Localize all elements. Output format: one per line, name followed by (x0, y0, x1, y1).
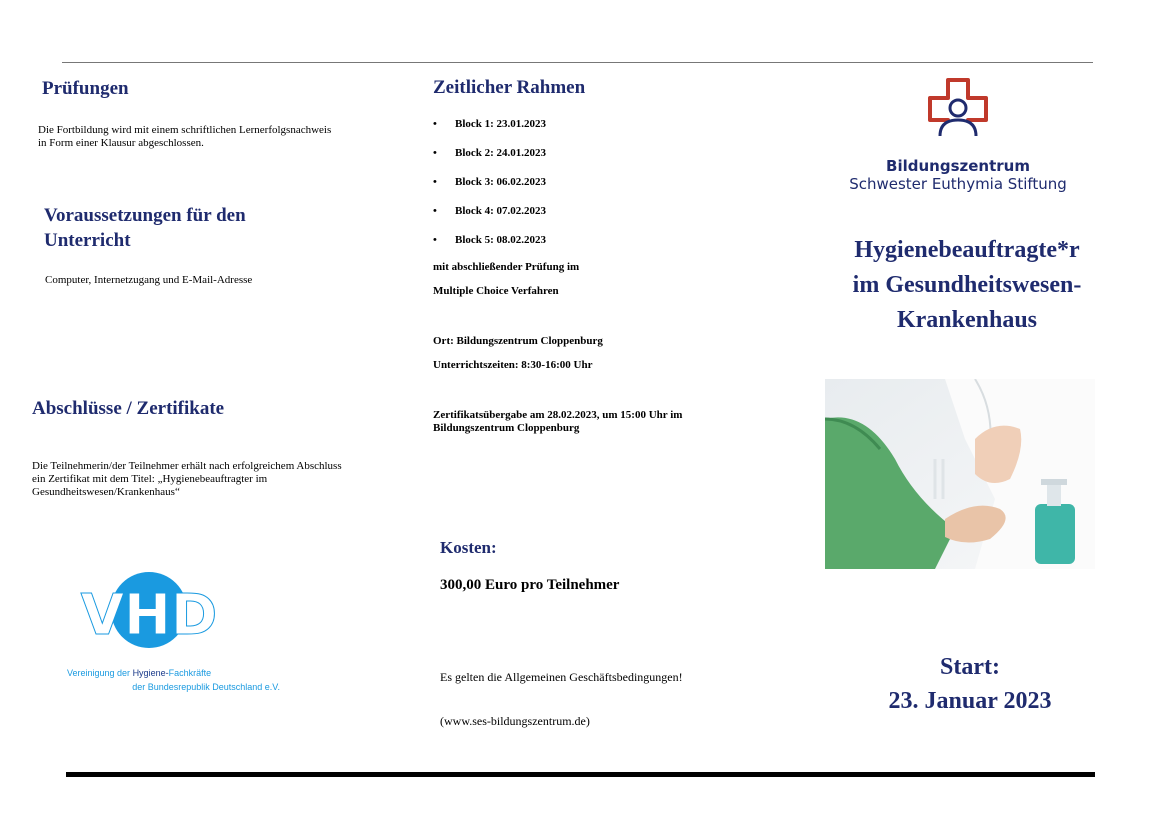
vhd-logo-graphic (64, 572, 284, 697)
photo-graphic (825, 379, 1095, 569)
top-divider (62, 62, 1093, 63)
start-label: Start: (940, 654, 1000, 680)
vhd-line2: der Bundesrepublik Deutschland e.V. (132, 682, 280, 692)
pruefung-line-2: Multiple Choice Verfahren (433, 285, 559, 297)
list-item: • Block 4: 07.02.2023 (433, 205, 547, 217)
agb-text: Es gelten die Allgemeinen Geschäftsbedingungen! (440, 670, 683, 684)
list-item: • Block 2: 24.01.2023 (433, 147, 547, 159)
voraussetzungen-heading: Voraussetzungen für den Unterricht (44, 205, 246, 251)
vhd-line1: Vereinigung der Hygiene-Fachkräfte (67, 668, 212, 678)
cross-person-icon (926, 76, 990, 152)
kosten-heading: Kosten: (440, 538, 497, 557)
course-title: Hygienebeauftragte*r im Gesundheitswesen- Krankenhaus (852, 237, 1082, 333)
list-item: • Block 1: 23.01.2023 (433, 118, 547, 130)
list-item: • Block 5: 08.02.2023 (433, 234, 547, 246)
hand-hygiene-photo (825, 379, 1095, 569)
logo-name-line-1: Bildungszentrum (886, 157, 1030, 175)
block-list (433, 118, 733, 263)
logo-name-line-2: Schwester Euthymia Stiftung (849, 175, 1067, 193)
start-date: 23. Januar 2023 (888, 688, 1052, 714)
unterrichtszeiten-text: Unterrichtszeiten: 8:30-16:00 Uhr (433, 359, 593, 371)
abschluesse-text: Die Teilnehmerin/der Teilnehmer erhält nach erfolgreichem Abschluss ein Zertifikat mit dem Titel: „Hygienebeauftragter im Gesundheitswesen/Krankenhaus“ (32, 460, 342, 498)
start-date-block (845, 650, 1095, 718)
website-link[interactable]: (www.ses-bildungszentrum.de) (440, 714, 590, 728)
voraussetzungen-text: Computer, Internetzugang und E-Mail-Adresse (45, 274, 253, 286)
vhd-letters: VHD (80, 583, 218, 648)
zeitlicher-rahmen-heading: Zeitlicher Rahmen (433, 77, 586, 98)
bottom-divider (66, 772, 1095, 777)
ort-text: Ort: Bildungszentrum Cloppenburg (433, 335, 603, 347)
pruefung-line-1: mit abschließender Prüfung im (433, 261, 580, 273)
list-item: • Block 3: 06.02.2023 (433, 176, 547, 188)
abschluesse-heading: Abschlüsse / Zertifikate (32, 398, 225, 419)
pruefungen-text: Die Fortbildung wird mit einem schriftlichen Lernerfolgsnachweis in Form einer Klausur abgeschlossen. (38, 124, 332, 149)
bildungszentrum-logo (838, 76, 1078, 201)
vhd-logo (64, 572, 284, 697)
pruefungen-heading: Prüfungen (42, 78, 129, 99)
kosten-value: 300,00 Euro pro Teilnehmer (440, 577, 620, 593)
zertifikatsuebergabe-text: Zertifikatsübergabe am 28.02.2023, um 15:00 Uhr im Bildungszentrum Cloppenburg (433, 409, 683, 434)
